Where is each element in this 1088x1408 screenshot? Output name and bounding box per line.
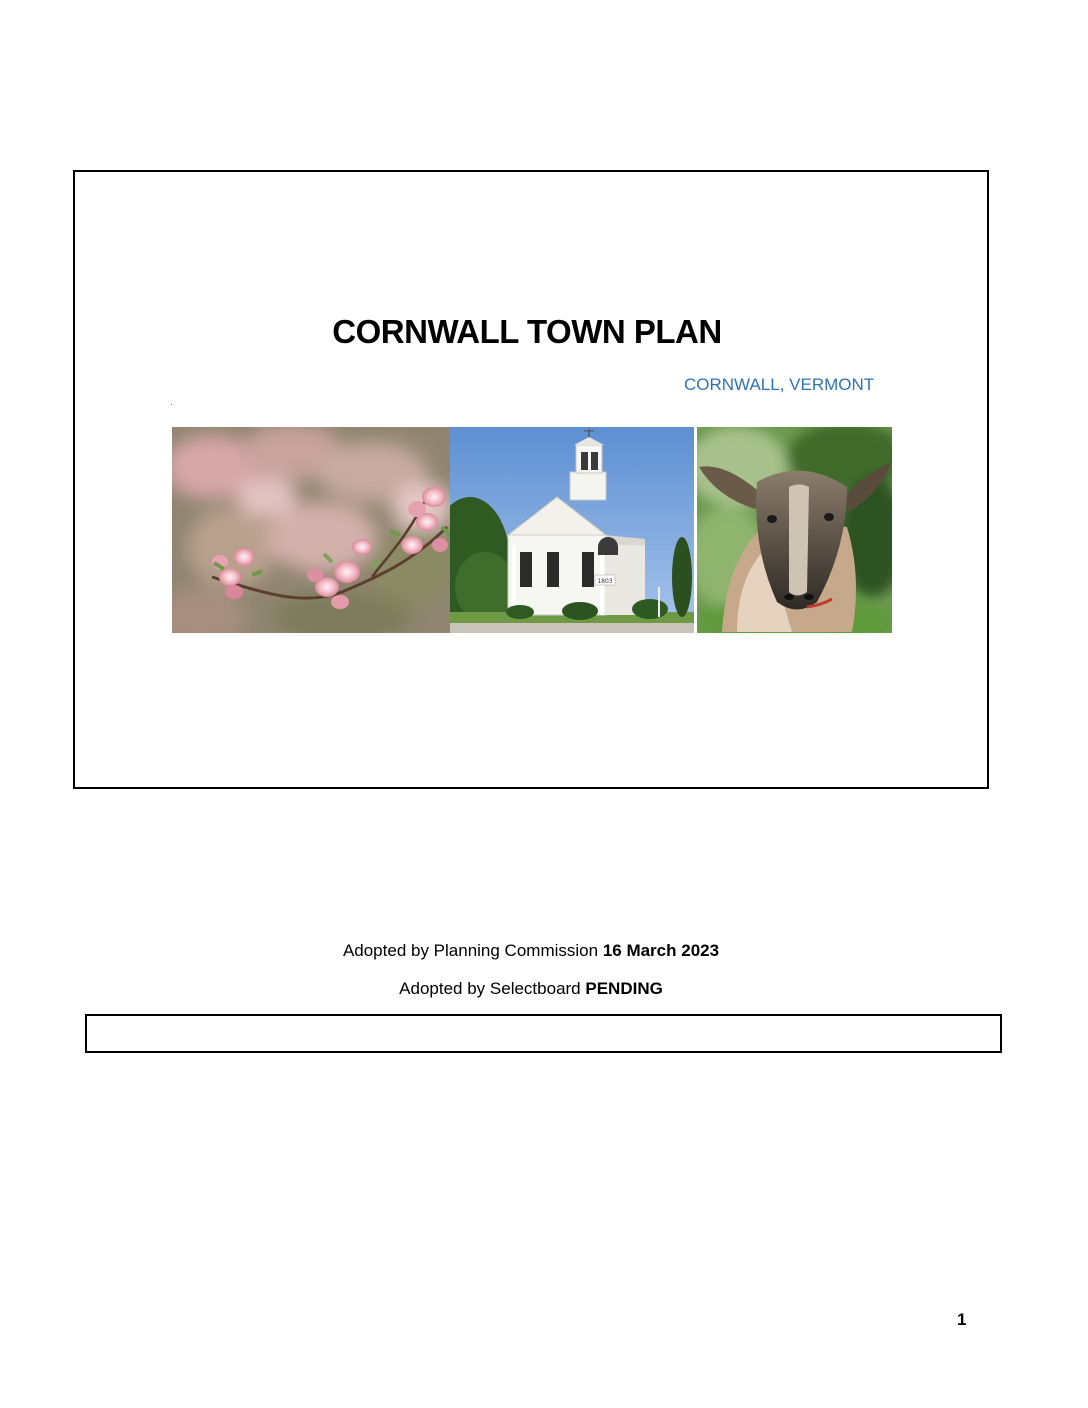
stray-dot: . [170,397,173,408]
selectboard-status: PENDING [585,979,663,998]
white-church-photo [450,427,694,633]
planning-commission-label: Adopted by Planning Commission [342,941,603,960]
empty-bordered-box [85,1014,1002,1053]
apple-blossom-photo [172,427,450,633]
document-subtitle: CORNWALL, VERMONT [684,375,875,394]
page-number: 1 [957,1310,967,1329]
document-title: CORNWALL TOWN PLAN [332,313,722,350]
church-date: 1803 [597,578,613,585]
planning-commission-adoption [0,941,1075,961]
cover-frame [73,170,989,789]
planning-commission-date: 16 March 2023 [602,941,720,960]
selectboard-adoption [0,979,1075,999]
selectboard-label: Adopted by Selectboard [399,979,586,998]
goat-photo [697,427,892,633]
